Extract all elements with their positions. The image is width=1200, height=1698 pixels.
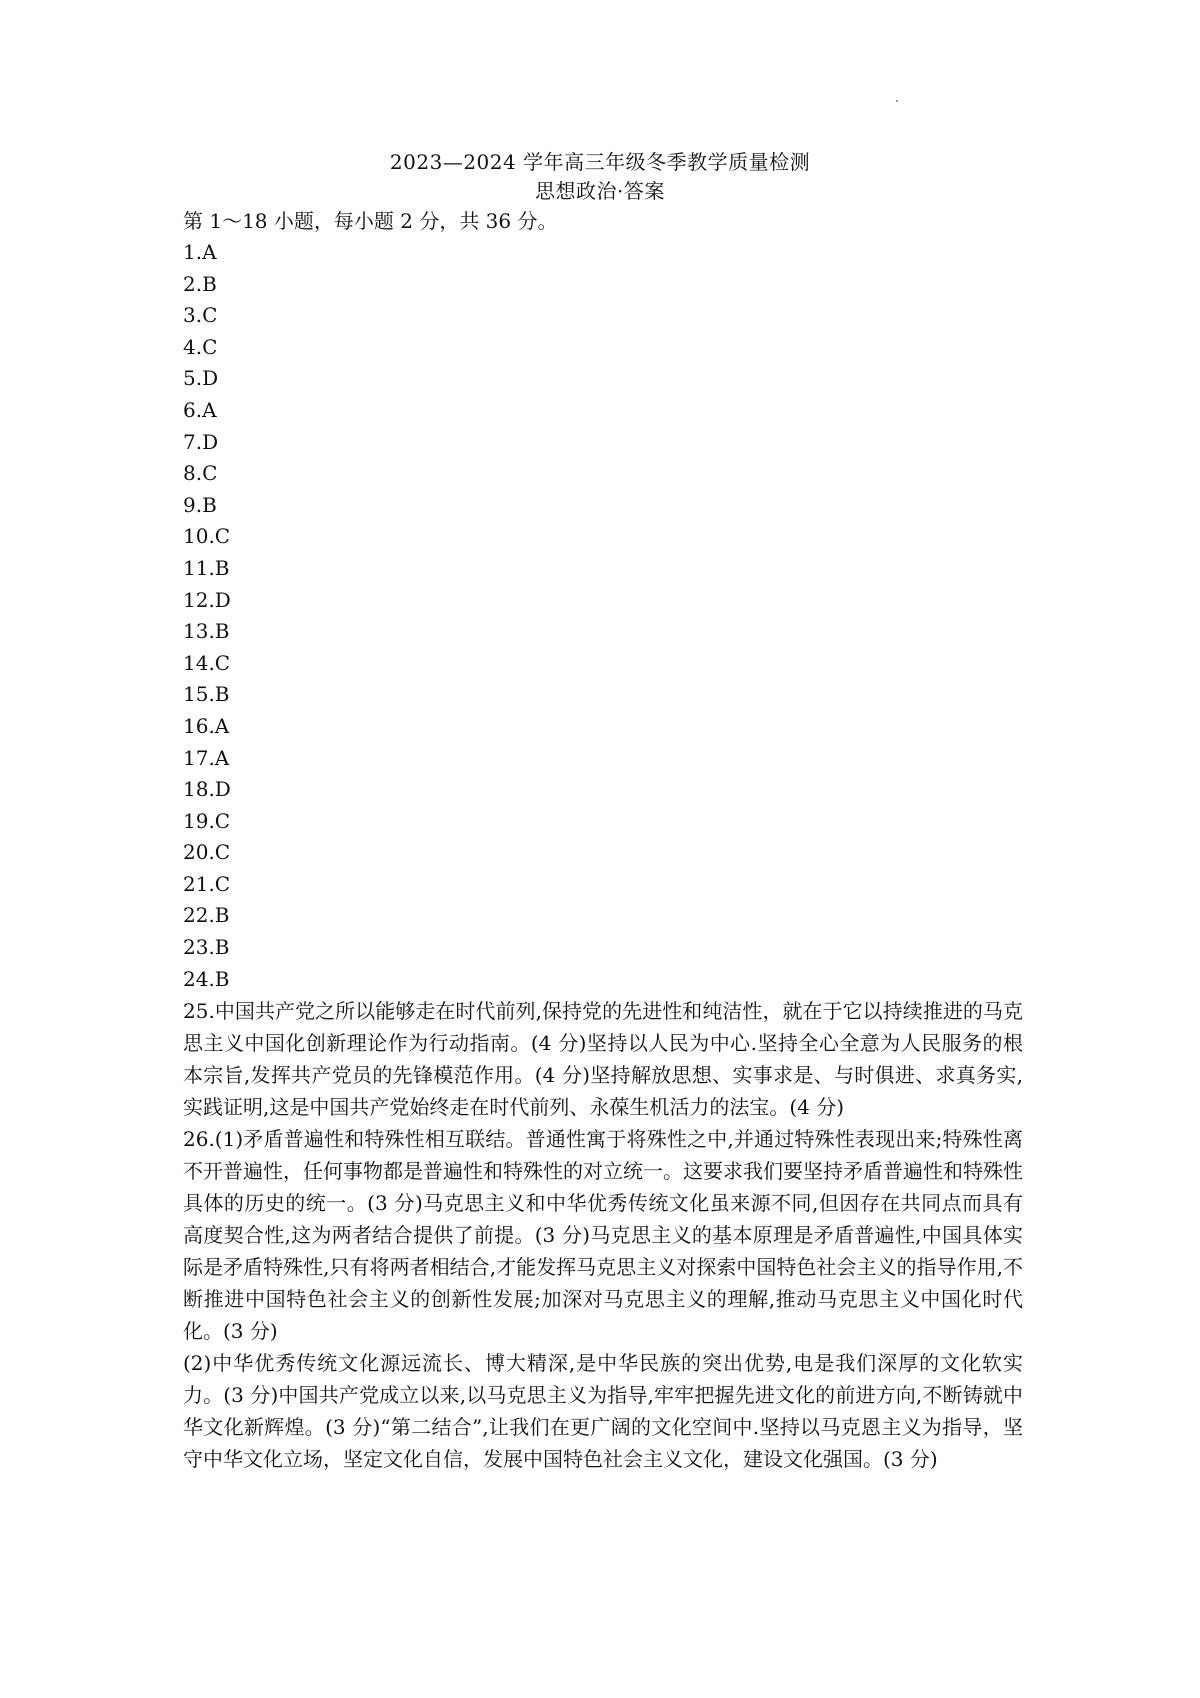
answer-item: 14.C [183,650,231,675]
answer-item: 11.B [183,555,230,580]
question-26-part-1-answer: 26.(1)矛盾普遍性和特殊性相互联结。普通性寓于将殊性之中,并通过特殊性表现出来;特殊性离不开普遍性，任何事物都是普遍性和特殊性的对立统一。这要求我们要坚持矛盾普遍性和特殊性具体的历史的统一。(3 分)马克思主义和中华优秀传统文化虽来源不同,但因存在共同点而具有高度契合性,这为两者结合提供了前提。(3 分)马克思主义的基本原理是矛盾普遍性,中国具体实际是矛盾特殊性,只有将两者相结合,才能发挥马克思主义对探索中国特色社会主义的指导作用,不断推进中国特色社会主义的创新性发展;加深对马克思主义的理解,推动马克思主义中国化时代化。(3 分) [183,1127,1023,1344]
page-subtitle: 思想政治·答案 [535,179,665,203]
answer-item: 7.D [183,429,219,454]
question-26-part-2-answer: (2)中华优秀传统文化源远流长、博大精深,是中华民族的突出优势,电是我们深厚的文化软实力。(3 分)中国共产党成立以来,以马克思主义为指导,牢牢把握先进文化的前进方向,不断铸就中华文化新辉煌。(3 分)“第二结合”,让我们在更广阔的文化空间中.坚持以马克恩主义为指导，坚守中华文化立场，坚定文化自信，发展中国特色社会主义文化，建设文化强国。(3 分) [183,1351,1023,1472]
answer-item: 4.C [183,334,218,359]
answer-item: 1.A [183,240,217,264]
answer-item: 17.A [183,745,230,770]
answer-item: 23.B [183,935,230,960]
answer-item: 20.C [183,840,231,865]
answer-content [183,205,1023,1475]
answer-item: 21.C [183,871,231,896]
page-header [0,148,1200,206]
answer-item: 6.A [183,397,217,422]
answer-item: 19.C [183,808,231,833]
answer-item: 3.C [183,303,218,328]
answer-item: 9.B [183,492,217,517]
scan-speck [896,100,898,102]
answer-item: 12.D [183,587,231,612]
scoring-instruction: 第 1～18 小题，每小题 2 分，共 36 分。 [183,209,558,233]
answer-item: 16.A [183,713,230,738]
multiple-choice-answers [183,237,1023,995]
answer-item: 10.C [183,524,231,549]
answer-item: 15.B [183,682,230,707]
answer-item: 5.D [183,366,219,391]
page-title: 2023—2024 学年高三年级冬季教学质量检测 [389,150,811,174]
answer-item: 22.B [183,903,230,928]
answer-item: 2.B [183,271,217,296]
question-25-answer: 25.中国共产党之所以能够走在时代前列,保持党的先进性和纯洁性，就在于它以持续推进的马克思主义中国化创新理论作为行动指南。(4 分)坚持以人民为中心.坚持全心全意为人民服务的根本宗旨,发挥共产党员的先锋模范作用。(4 分)坚持解放思想、实事求是、与时俱进、求真务实,实践证明,这是中国共产党始终走在时代前列、永葆生机活力的法宝。(4 分) [183,999,1023,1120]
answer-item: 18.D [183,777,231,802]
answer-item: 24.B [183,966,230,991]
answer-item: 8.C [183,461,218,486]
answer-item: 13.B [183,619,230,644]
